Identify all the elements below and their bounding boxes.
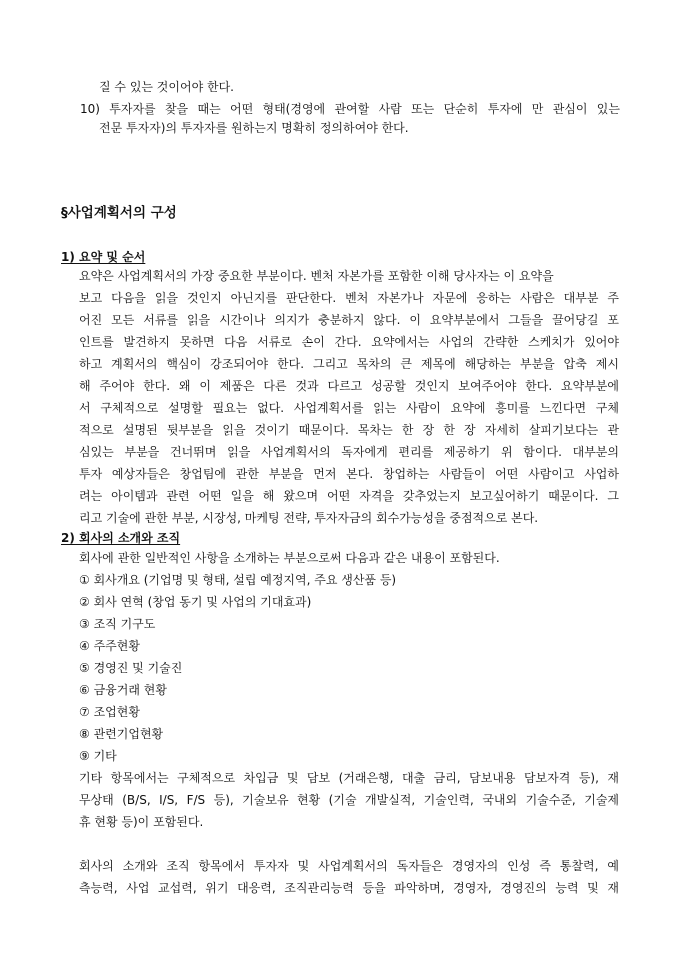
paragraph-line: 기타 항목에서는 구체적으로 차입금 및 담보 (거래은행, 대출 금리, 담보내용 담보자격 등), 재 [79,771,619,785]
list-item: ⑤ 경영진 및 기술진 [79,661,183,675]
paragraph-line: 려는 아이템과 관련 어떤 일을 해 왔으며 어떤 자격을 갖추었는지 보고싶어하기 때문이다. 그 [79,489,619,503]
list-item: ⑧ 관련기업현황 [79,727,164,741]
list-item-10-line2: 전문 투자자)의 투자자를 원하는지 명확히 정의하여야 한다. [99,121,409,135]
paragraph-line: 인트를 발견하지 못하면 다음 서류로 손이 간다. 요약에서는 사업의 간략한 스케치가 있어야 [79,335,619,349]
paragraph-line: 휴 현황 등)이 포함된다. [79,815,204,829]
section-2-title: 2) 회사의 소개와 조직 [61,531,181,545]
list-item: ⑥ 금융거래 현황 [79,683,167,697]
list-item: ① 회사개요 (기업명 및 형태, 설립 예정지역, 주요 생산품 등) [79,573,397,587]
list-item: ⑨ 기타 [79,749,117,763]
intro-continuation-line: 질 수 있는 것이어야 한다. [99,80,234,94]
list-item: ④ 주주현황 [79,639,140,653]
paragraph-line: 서 구체적으로 설명할 필요는 없다. 사업계획서를 읽는 사람이 요약에 흥미를 느낀다면 구체 [79,401,619,415]
list-item-10-line1: 10) 투자자를 찾을 때는 어떤 형태(경영에 관여할 사람 또는 단순히 투자에 만 관심이 있는 [80,102,620,116]
section-2-intro: 회사에 관한 일반적인 사항을 소개하는 부분으로써 다음과 같은 내용이 포함된다. [79,551,500,565]
paragraph-line: 적으로 설명된 뒷부분을 읽을 것이기 때문이다. 목차는 한 장 한 장 자세히 살피기보다는 관 [79,423,619,437]
paragraph-line: 투자 예상자들은 창업팀에 관한 부분을 먼저 본다. 창업하는 사람들이 어떤 사람이고 사업하 [79,467,619,481]
paragraph-line: 측능력, 사업 교섭력, 위기 대응력, 조직관리능력 등을 파악하며, 경영자, 경영진의 능력 및 재 [79,881,619,895]
paragraph-line: 보고 다음을 읽을 것인지 아닌지를 판단한다. 벤처 자본가나 자문에 응하는 사람은 대부분 주 [79,291,619,305]
paragraph-line: 무상태 (B/S, I/S, F/S 등), 기술보유 현황 (기술 개발실적, 기술인력, 국내외 기술수준, 기술제 [79,793,619,807]
section-heading: §사업계획서의 구성 [61,205,177,221]
paragraph-line: 심있는 부분을 건너뛰며 읽을 사업계획서의 독자에게 편리를 제공하기 위 함이다. 대부분의 [79,445,619,459]
list-item: ② 회사 연혁 (창업 동기 및 사업의 기대효과) [79,595,312,609]
paragraph-line: 리고 기술에 관한 부분, 시장성, 마케팅 전략, 투자자금의 회수가능성을 중점적으로 본다. [79,511,539,525]
list-item: ⑦ 조업현황 [79,705,140,719]
paragraph-line: 요약은 사업계획서의 가장 중요한 부분이다. 벤처 자본가를 포함한 이해 당사자는 이 요약을 [79,269,554,283]
paragraph-line: 어진 모든 서류를 읽을 시간이나 의지가 충분하지 않다. 이 요약부분에서 그들을 끌어당길 포 [79,313,619,327]
paragraph-line: 회사의 소개와 조직 항목에서 투자자 및 사업계획서의 독자들은 경영자의 인성 즉 통찰력, 예 [79,859,619,873]
list-item: ③ 조직 기구도 [79,617,156,631]
paragraph-line: 하고 계획서의 핵심이 강조되어야 한다. 그리고 목차의 큰 제목에 해당하는 부분을 압축 제시 [79,357,619,371]
paragraph-line: 해 주어야 한다. 왜 이 제품은 다른 것과 다르고 성공할 것인지 보여주어야 한다. 요약부분에 [79,379,619,393]
section-1-title: 1) 요약 및 순서 [61,250,146,264]
